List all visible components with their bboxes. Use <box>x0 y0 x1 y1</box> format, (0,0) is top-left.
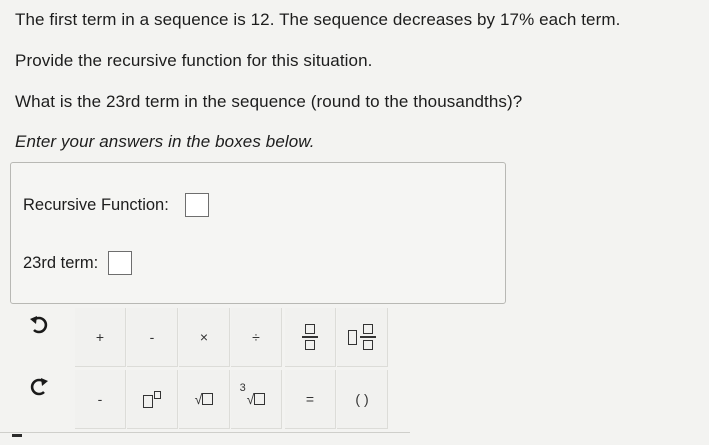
times-key[interactable]: × <box>179 308 230 367</box>
question-line-1: The first term in a sequence is 12. The sequence decreases by 17% each term. <box>15 10 621 29</box>
term-label: 23rd term: <box>23 253 99 272</box>
recursive-function-input[interactable] <box>185 193 209 217</box>
parentheses-key[interactable]: ( ) <box>337 370 388 429</box>
recursive-function-label: Recursive Function: <box>23 195 169 214</box>
exponent-icon <box>143 391 161 408</box>
math-keypad <box>0 308 410 444</box>
term-row <box>23 251 132 275</box>
fraction-key[interactable] <box>285 308 336 367</box>
cube-root-index: 3 <box>239 382 246 394</box>
exponent-key[interactable] <box>127 370 178 429</box>
recursive-function-row <box>23 193 209 217</box>
trash-icon[interactable] <box>12 434 22 437</box>
undo-button[interactable] <box>0 308 72 370</box>
cube-root-key[interactable] <box>231 370 282 429</box>
equals-key[interactable]: = <box>285 370 336 429</box>
redo-button[interactable] <box>0 370 72 432</box>
answer-panel <box>10 162 506 304</box>
mixed-number-icon <box>348 324 376 350</box>
square-root-key[interactable] <box>179 370 230 429</box>
question-line-3: What is the 23rd term in the sequence (round to the thousandths)? <box>15 92 523 111</box>
minus-key[interactable]: - <box>127 308 178 367</box>
fraction-icon <box>302 324 318 350</box>
divide-key[interactable]: ÷ <box>231 308 282 367</box>
cube-root-icon: 3 √ <box>247 391 266 407</box>
redo-icon <box>30 376 48 398</box>
mixed-number-key[interactable] <box>337 308 388 367</box>
plus-key[interactable]: + <box>75 308 126 367</box>
term-input[interactable] <box>108 251 132 275</box>
negative-key[interactable]: - <box>75 370 126 429</box>
question-line-2: Provide the recursive function for this situation. <box>15 51 373 70</box>
keypad-bottom-edge <box>0 432 410 445</box>
square-root-icon: √ <box>195 391 214 407</box>
undo-icon <box>30 314 48 336</box>
instruction-text: Enter your answers in the boxes below. <box>15 132 315 151</box>
